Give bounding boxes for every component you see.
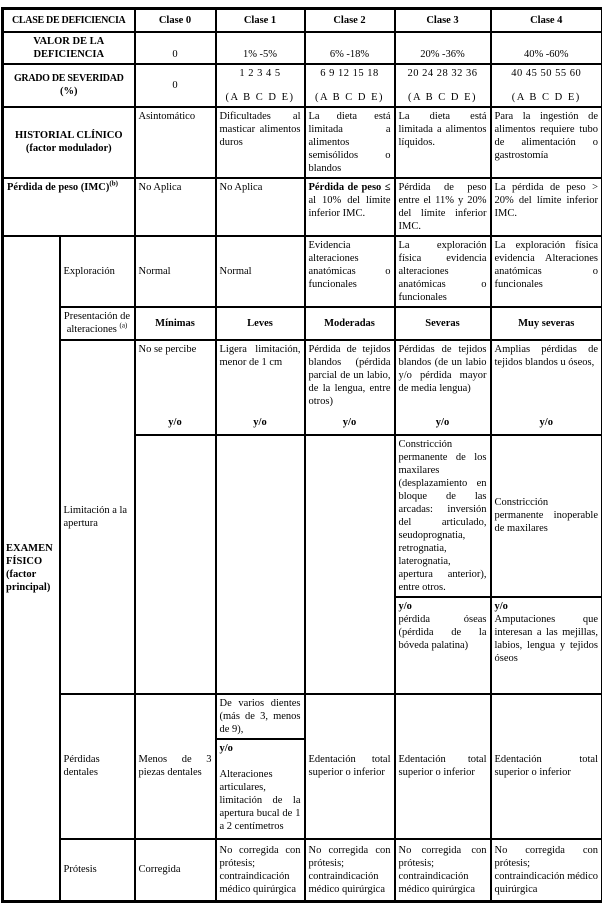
limitacion-r1-clase1-text: Ligera limitación, menor de 1 cm	[220, 343, 301, 369]
grado-clase3-cell	[395, 64, 491, 107]
valor-clase1-cell: 1% -5%	[216, 32, 305, 64]
limitacion-r1-clase4-yo: y/o	[495, 416, 599, 429]
exploracion-clase0-cell: Normal	[135, 236, 216, 307]
grado-clase3-numbers: 20 24 28 32 36	[399, 67, 487, 80]
limitacion-r1-clase0-text: No se percibe	[139, 343, 212, 356]
protesis-label-cell: Prótesis	[60, 839, 135, 902]
valor-clase3-cell: 20% -36%	[395, 32, 491, 64]
peso-label-cell	[3, 178, 135, 236]
header-clase3-cell: Clase 3	[395, 9, 491, 32]
limitacion-r1-clase0-cell	[135, 340, 216, 435]
valor-clase2-cell: 6% -18%	[305, 32, 395, 64]
protesis-clase0-cell: Corregida	[135, 839, 216, 902]
valor-label-cell: VALOR DE LA DEFICIENCIA	[3, 32, 135, 64]
limitacion-r2-clase2-cell	[305, 435, 395, 694]
presentacion-label-cell	[60, 307, 135, 340]
exploracion-label-cell: Exploración	[60, 236, 135, 307]
grado-label-cell	[3, 64, 135, 107]
row-perdida-peso	[3, 178, 602, 236]
header-clase1-cell: Clase 1	[216, 9, 305, 32]
presentacion-clase3-cell: Severas	[395, 307, 491, 340]
protesis-clase3-cell: No corregida con prótesis; contraindicación médico quirúrgica	[395, 839, 491, 902]
grado-clase2-cell	[305, 64, 395, 107]
dentales-clase1-yo: y/o	[220, 742, 301, 755]
limitacion-r1-clase0-yo: y/o	[139, 416, 212, 429]
presentacion-clase2-cell: Moderadas	[305, 307, 395, 340]
row-exploracion	[3, 236, 602, 307]
grado-clase2-letters: (A B C D E)	[309, 91, 391, 104]
peso-clase2-cell	[305, 178, 395, 236]
peso-clase3-cell: Pérdida de peso entre el 11% y 20% del límite inferior IMC.	[395, 178, 491, 236]
grado-clase4-numbers: 40 45 50 55 60	[495, 67, 599, 80]
grado-clase0-cell: 0	[135, 64, 216, 107]
dentales-label-cell: Pérdidas dentales	[60, 694, 135, 839]
historial-clase3-cell: La dieta está limitada a alimentos líquidos.	[395, 107, 491, 178]
peso-clase0-cell: No Aplica	[135, 178, 216, 236]
dentales-clase4-cell: Edentación total superior o inferior	[491, 694, 602, 839]
limitacion-r3-clase4-text: Amputaciones que interesan a las mejillas, labios, lengua y tejidos óseos	[495, 613, 599, 665]
historial-label-line1: HISTORIAL CLÍNICO	[7, 129, 131, 142]
dentales-clase3-cell: Edentación total superior o inferior	[395, 694, 491, 839]
limitacion-r2-clase4-cell: Constricción permanente inoperable de maxilares	[491, 435, 602, 597]
limitacion-r2-clase3-cell: Constricción permanente de los maxilares (desplazamiento en bloque de las arcadas: inversión del articulado, seudoprognatia, retrognatia, laterognatia, apertura anterior), entre otros.	[395, 435, 491, 597]
historial-label-line2: (factor modulador)	[7, 142, 131, 155]
limitacion-r3-clase4-yo: y/o	[495, 600, 599, 613]
limitacion-r2-clase0-cell	[135, 435, 216, 694]
historial-clase1-cell: Dificultades al masticar alimentos duros	[216, 107, 305, 178]
grado-clase3-letters: (A B C D E)	[399, 91, 487, 104]
grado-label-line1: GRADO DE SEVERIDAD	[7, 72, 131, 85]
header-clase4-cell: Clase 4	[491, 9, 602, 32]
protesis-clase4-cell: No corregida con prótesis; contraindicación médico quirúrgica	[491, 839, 602, 902]
limitacion-r1-clase4-text: Amplias pérdidas de tejidos blandos u óseos,	[495, 343, 599, 369]
row-perdidas-dentales-1	[3, 694, 602, 739]
grado-clase2-numbers: 6 9 12 15 18	[309, 67, 391, 80]
dentales-clase1-bottom-text: Alteraciones articulares, limitación de la apertura bucal de 1 a 2 centímetros	[220, 768, 301, 833]
presentacion-clase4-cell: Muy severas	[491, 307, 602, 340]
exploracion-clase1-cell: Normal	[216, 236, 305, 307]
peso-label-superscript: (b)	[109, 179, 118, 187]
historial-clase0-cell: Asintomático	[135, 107, 216, 178]
presentacion-label-superscript: (a)	[119, 322, 127, 330]
limitacion-r1-clase1-cell	[216, 340, 305, 435]
row-valor-deficiencia	[3, 32, 602, 64]
exploracion-clase2-cell: Evidencia alteraciones anatómicas o funcionales	[305, 236, 395, 307]
header-clase0-cell: Clase 0	[135, 9, 216, 32]
historial-label-cell	[3, 107, 135, 178]
protesis-clase1-cell: No corregida con prótesis; contraindicación médico quirúrgica	[216, 839, 305, 902]
historial-clase4-cell: Para la ingestión de alimentos requiere tubo de alimentación o gastrostomía	[491, 107, 602, 178]
header-label-cell: CLASE DE DEFICIENCIA	[3, 9, 135, 32]
row-limitacion-apertura-1	[3, 340, 602, 435]
limitacion-r1-clase2-cell	[305, 340, 395, 435]
exploracion-clase3-cell: La exploración física evidencia alteraciones anatómicas o funcionales	[395, 236, 491, 307]
presentacion-clase1-cell: Leves	[216, 307, 305, 340]
limitacion-r1-clase2-yo: y/o	[309, 416, 391, 429]
row-clase-header	[3, 9, 602, 32]
peso-clase2-bold-text: Pérdida de peso ≤	[309, 182, 391, 193]
limitacion-r3-clase3-text: pérdida óseas (pérdida de la bóveda palatina)	[399, 613, 487, 652]
row-presentacion-alteraciones	[3, 307, 602, 340]
row-protesis	[3, 839, 602, 902]
row-grado-severidad	[3, 64, 602, 107]
grado-clase1-numbers: 1 2 3 4 5	[220, 67, 301, 80]
dentales-clase0-cell: Menos de 3 piezas dentales	[135, 694, 216, 839]
limitacion-r1-clase3-yo: y/o	[399, 416, 487, 429]
presentacion-label-text: Presentación de alteraciones	[64, 311, 130, 335]
limitacion-r3-clase3-cell	[395, 597, 491, 694]
peso-clase1-cell: No Aplica	[216, 178, 305, 236]
presentacion-clase0-cell: Mínimas	[135, 307, 216, 340]
peso-label-text: Pérdida de peso (IMC)	[7, 182, 109, 193]
limitacion-r1-clase2-text: Pérdida de tejidos blandos (pérdida parcial de un labio, de la lengua, entre otros)	[309, 343, 391, 408]
row-historial-clinico	[3, 107, 602, 178]
protesis-clase2-cell: No corregida con prótesis; contraindicación médico quirúrgica	[305, 839, 395, 902]
grado-clase4-cell	[491, 64, 602, 107]
grado-clase1-cell	[216, 64, 305, 107]
grado-label-line2: (%)	[7, 85, 131, 98]
valor-clase4-cell: 40% -60%	[491, 32, 602, 64]
dentales-clase1-bottom-cell	[216, 739, 305, 839]
limitacion-r1-clase4-cell	[491, 340, 602, 435]
grado-clase4-letters: (A B C D E)	[495, 91, 599, 104]
historial-clase2-cell: La dieta está limitada a alimentos semisólidos o blandos	[305, 107, 395, 178]
limitacion-r2-clase1-cell	[216, 435, 305, 694]
limitacion-r1-clase1-yo: y/o	[220, 416, 301, 429]
examen-fisico-label-cell: EXAMEN FÍSICO (factor principal)	[3, 236, 60, 902]
peso-clase4-cell: La pérdida de peso > 20% del límite inferior IMC.	[491, 178, 602, 236]
header-clase2-cell: Clase 2	[305, 9, 395, 32]
dentales-clase1-top-cell: De varios dientes (más de 3, menos de 9),	[216, 694, 305, 739]
peso-clase2-rest-text: al 10% del límite inferior IMC.	[309, 195, 391, 219]
limitacion-r1-clase3-text: Pérdidas de tejidos blandos (de un labio y/o pérdida mayor de media lengua)	[399, 343, 487, 395]
dentales-clase2-cell: Edentación total superior o inferior	[305, 694, 395, 839]
deficiency-classification-table	[1, 7, 602, 903]
limitacion-r3-clase4-cell	[491, 597, 602, 694]
limitacion-r3-clase3-yo: y/o	[399, 600, 487, 613]
valor-clase0-cell: 0	[135, 32, 216, 64]
limitacion-r1-clase3-cell	[395, 340, 491, 435]
grado-clase1-letters: (A B C D E)	[220, 91, 301, 104]
limitacion-label-cell: Limitación a la apertura	[60, 340, 135, 694]
exploracion-clase4-cell: La exploración física evidencia Alteraciones anatómicas o funcionales	[491, 236, 602, 307]
